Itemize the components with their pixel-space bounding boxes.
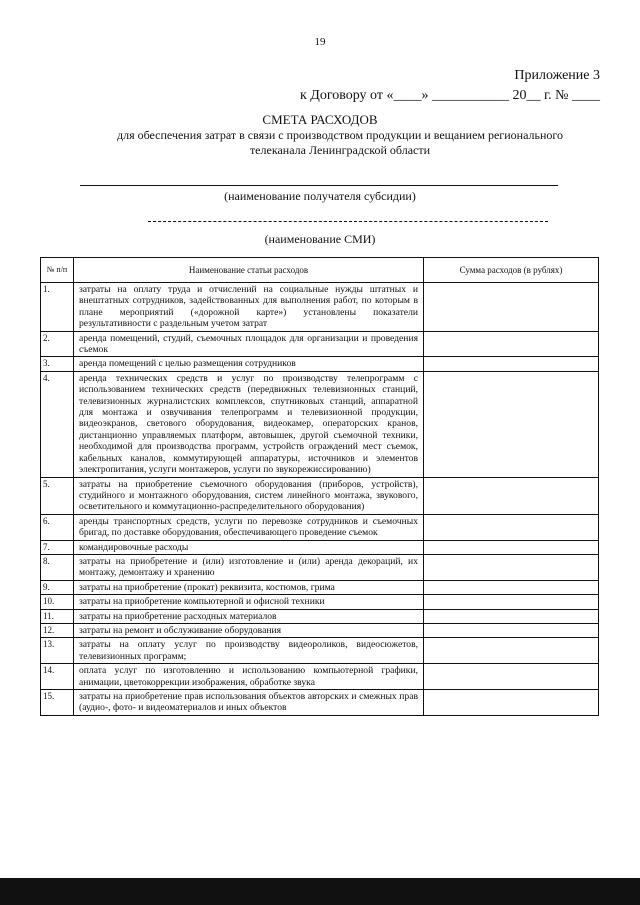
row-number: 4. xyxy=(41,371,74,477)
appendix-label: Приложение 3 xyxy=(514,68,600,83)
row-number: 7. xyxy=(41,540,74,554)
row-number: 3. xyxy=(41,357,74,371)
row-number: 11. xyxy=(41,609,74,623)
row-item: аренды транспортных средств, услуги по перевозке сотрудников и съемочных бригад, по доставке оборудования, обеспечивающего проведение съемок xyxy=(74,514,424,540)
row-amount-cell[interactable] xyxy=(424,357,599,371)
row-number: 10. xyxy=(41,595,74,609)
row-item: аренда технических средств и услуг по производству телепрограмм с использованием технических средств (передвижных телевизионных станций, телевизионных журналистских комплексов, спутниковых станций, аппаратной для монтажа и озвучивания телепрограмм и телевизионной продукции, видеоэкранов, светового оборудования, видеокамер, операторских кранов, дистанционно управляемых платформ, автовышек, другой съемочной техники, необходимой для производства программ, устройств ограждений мест съемок, кабельных каналов, коммутирующей аппаратуры, источников и элементов электропитания, услуги монтажеров, услуги по звукорежиссированию) xyxy=(74,371,424,477)
row-amount-cell[interactable] xyxy=(424,331,599,357)
row-item: командировочные расходы xyxy=(74,540,424,554)
contract-reference: к Договору от «____» ___________ 20__ г. № ____ xyxy=(299,88,600,103)
row-amount-cell[interactable] xyxy=(424,283,599,332)
row-amount-cell[interactable] xyxy=(424,554,599,580)
budget-table xyxy=(40,257,599,716)
table-row xyxy=(41,371,599,477)
row-amount-cell[interactable] xyxy=(424,664,599,690)
row-item: затраты на приобретение и (или) изготовление и (или) аренда декораций, их монтажу, демонтажу и хранению xyxy=(74,554,424,580)
row-item: затраты на приобретение съемочного оборудования (приборов, устройств), студийного и монтажного оборудования, систем линейного монтажа, звукового, осветительного и коммутационно-распределительного оборудования) xyxy=(74,477,424,514)
table-row xyxy=(41,331,599,357)
header-amount: Сумма расходов (в рублях) xyxy=(424,258,599,283)
table-row xyxy=(41,477,599,514)
row-item: аренда помещений с целью размещения сотрудников xyxy=(74,357,424,371)
table-row xyxy=(41,664,599,690)
table-row xyxy=(41,514,599,540)
recipient-line xyxy=(80,185,558,186)
row-item: затраты на приобретение (прокат) реквизита, костюмов, грима xyxy=(74,580,424,594)
row-number: 15. xyxy=(41,690,74,716)
row-amount-cell[interactable] xyxy=(424,514,599,540)
table-row xyxy=(41,595,599,609)
row-number: 2. xyxy=(41,331,74,357)
table-row xyxy=(41,580,599,594)
table-row xyxy=(41,554,599,580)
table-row xyxy=(41,690,599,716)
row-number: 5. xyxy=(41,477,74,514)
row-amount-cell[interactable] xyxy=(424,477,599,514)
row-item: затраты на ремонт и обслуживание оборудования xyxy=(74,623,424,637)
recipient-caption: (наименование получателя субсидии) xyxy=(224,189,416,203)
row-amount-cell[interactable] xyxy=(424,690,599,716)
scan-bottom-edge xyxy=(0,878,640,905)
row-item: затраты на приобретение прав использования объектов авторских и смежных прав (аудио-, фото- и видеоматериалов и иных объектов xyxy=(74,690,424,716)
media-line xyxy=(148,221,548,222)
page-number: 19 xyxy=(314,36,326,48)
row-number: 12. xyxy=(41,623,74,637)
row-item: аренда помещений, студий, съемочных площадок для организации и проведения съемок xyxy=(74,331,424,357)
row-number: 6. xyxy=(41,514,74,540)
table-row xyxy=(41,623,599,637)
table-header-row xyxy=(41,258,599,283)
row-amount-cell[interactable] xyxy=(424,638,599,664)
header-number: № п/п xyxy=(41,258,74,283)
row-number: 9. xyxy=(41,580,74,594)
row-number: 1. xyxy=(41,283,74,332)
row-item: затраты на оплату труда и отчислений на социальные нужды штатных и внештатных сотрудников, задействованных для выполнения работ, по которым в плане мероприятий («дорожной карте») установлены показатели результативности с раздельным учетом затрат xyxy=(74,283,424,332)
row-amount-cell[interactable] xyxy=(424,540,599,554)
row-amount-cell[interactable] xyxy=(424,609,599,623)
row-amount-cell[interactable] xyxy=(424,595,599,609)
row-item: затраты на оплату услуг по производству видеороликов, видеосюжетов, телевизионных программ; xyxy=(74,638,424,664)
row-amount-cell[interactable] xyxy=(424,623,599,637)
header-item: Наименование статьи расходов xyxy=(74,258,424,283)
table-row xyxy=(41,357,599,371)
row-item: затраты на приобретение расходных материалов xyxy=(74,609,424,623)
document-subtitle: для обеспечения затрат в связи с производством продукции и вещанием регионального телеканала Ленинградской области xyxy=(116,128,564,157)
row-amount-cell[interactable] xyxy=(424,580,599,594)
table-row xyxy=(41,283,599,332)
row-amount-cell[interactable] xyxy=(424,371,599,477)
row-number: 13. xyxy=(41,638,74,664)
row-number: 8. xyxy=(41,554,74,580)
table-row xyxy=(41,638,599,664)
document-title: СМЕТА РАСХОДОВ xyxy=(262,112,378,127)
row-item: затраты на приобретение компьютерной и офисной техники xyxy=(74,595,424,609)
row-item: оплата услуг по изготовлению и использованию компьютерной графики, анимации, цветокоррекции изображения, обработке звука xyxy=(74,664,424,690)
row-number: 14. xyxy=(41,664,74,690)
table-row xyxy=(41,540,599,554)
media-caption: (наименование СМИ) xyxy=(264,232,376,246)
table-row xyxy=(41,609,599,623)
